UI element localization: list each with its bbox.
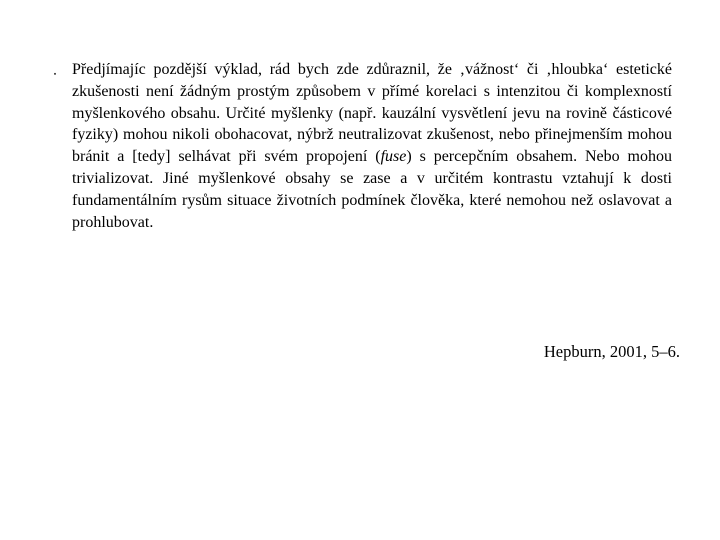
quote-text-part-1: Předjímajíc pozdější výklad, rád bych zde zdůraznil, že ‚vážnost‘ či ‚hloubka‘ estetické zkušenosti není žádným prostým způsobem v přímé korelaci s intenzitou či komplexností myšlenkového obsahu. Určité myšlenky (např. kauzální vysvětlení jevu na rovině částicové fyziky) mohou nikoli obohacovat, nýbrž neutralizovat zkušenost, nebo přinejmenším mohou bránit a [tedy] selhávat při svém propojení (: [72, 61, 672, 166]
square-bullet-icon: ▪: [53, 70, 57, 78]
quote-paragraph: [72, 59, 672, 233]
citation: Hepburn, 2001, 5–6.: [543, 342, 680, 361]
quote-italic-term: fuse: [380, 148, 407, 166]
quote-text-part-2: ) s percepčním obsahem. Nebo mohou trivializovat. Jiné myšlenkové obsahy se zase a v určitém kontrastu vztahují k dosti fundamentálním rysům situace životních podmínek člověka, které nemohou než oslavovat a prohlubovat.: [72, 148, 673, 231]
